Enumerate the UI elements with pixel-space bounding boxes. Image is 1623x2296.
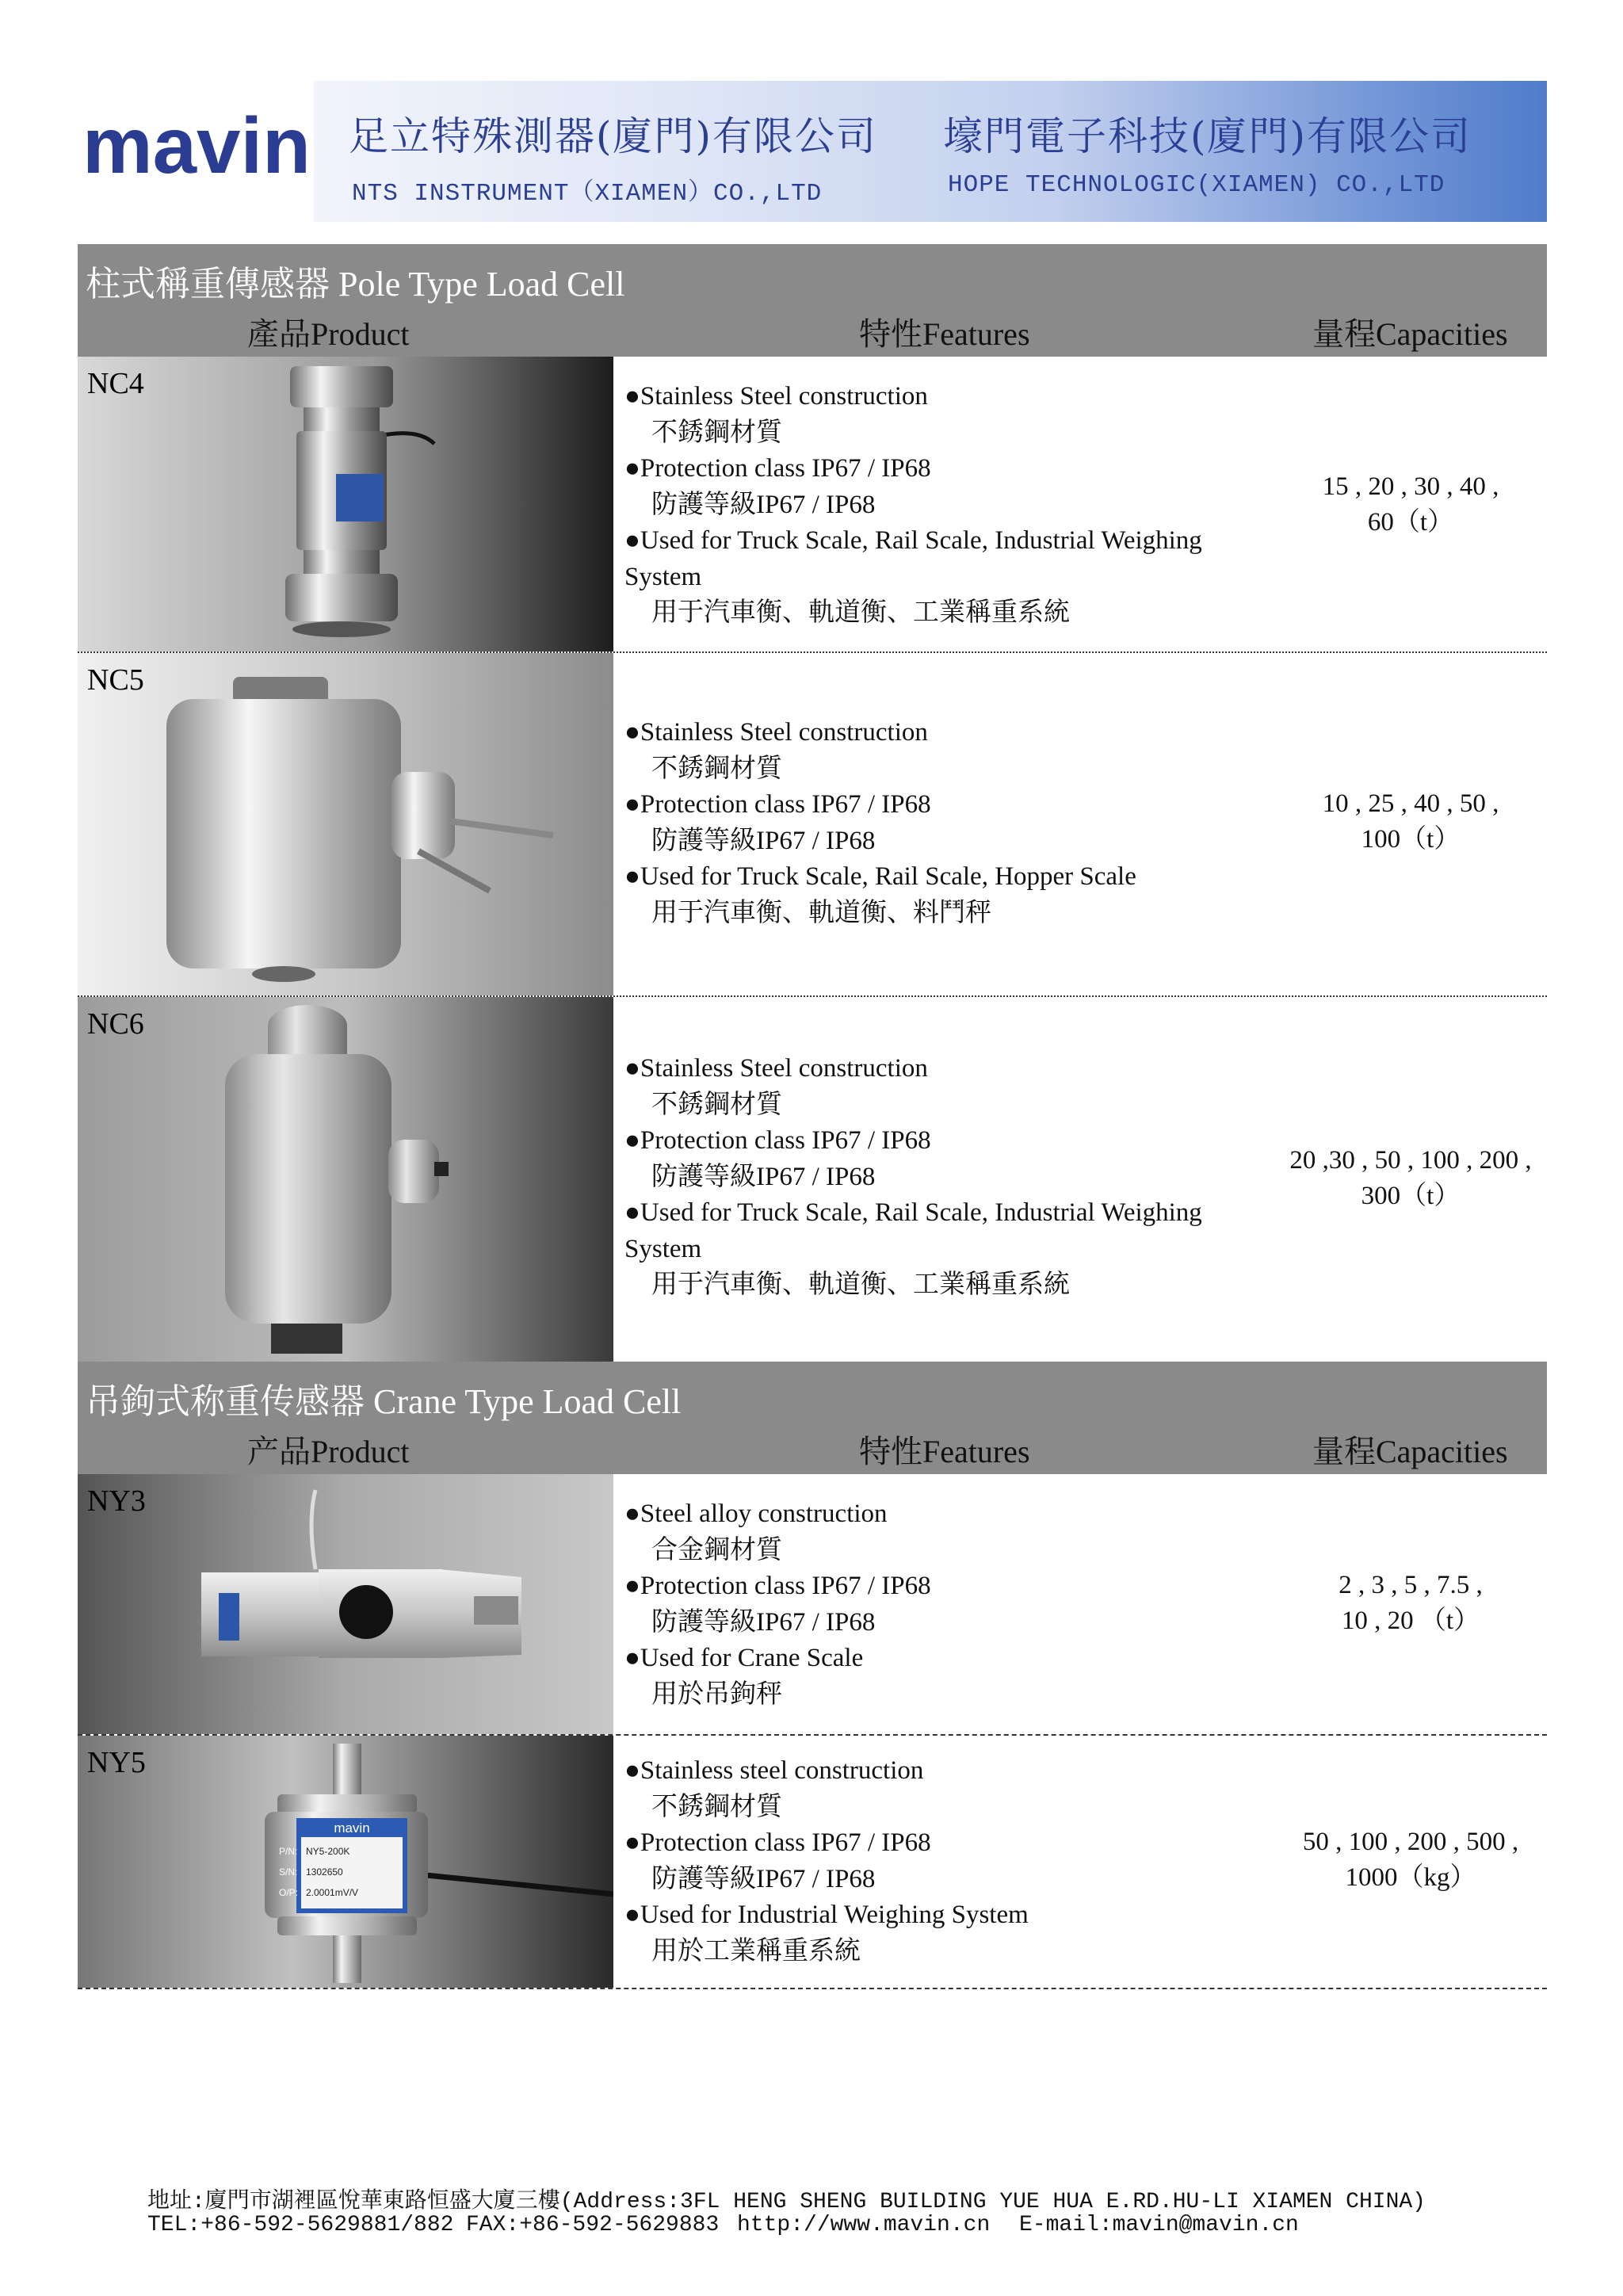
col-features: 特性Features: [859, 316, 1030, 352]
features-list: [624, 1753, 1338, 1969]
label-op: 2.0001mV/V: [306, 1887, 359, 1898]
feature-material-cn: 不銹鋼材質: [651, 418, 782, 447]
product-code: NY5: [87, 1746, 146, 1779]
capacities: [1274, 1143, 1547, 1214]
footer-website-link[interactable]: http://www.mavin.cn: [737, 2213, 991, 2237]
section-title: 柱式稱重傳感器 Pole Type Load Cell: [86, 265, 625, 304]
capacity-line-1: 2 , 3 , 5 , 7.5 ,: [1338, 1571, 1483, 1599]
feature-protection-cn: 防護等級IP67 / IP68: [651, 1607, 876, 1637]
feature-material: ●Stainless Steel construction: [624, 382, 928, 411]
label-op-key: O/P:: [279, 1887, 299, 1898]
col-capacities: 量程Capacities: [1312, 316, 1508, 352]
features-list: [624, 1051, 1338, 1304]
footer-address: 地址:廈門市湖裡區悅華東路恒盛大廈三樓(Address:3FL HENG SHENG BUILDING YUE HUA E.RD.HU-LI XIAMEN CHINA): [147, 2190, 1426, 2214]
footer-fax: FAX:+86-592-5629883: [466, 2213, 720, 2237]
capacities: [1274, 1824, 1547, 1896]
label-sn: 1302650: [306, 1866, 343, 1878]
feature-usage: ●Used for Industrial Weighing System: [624, 1901, 1029, 1929]
footer-tel: TEL:+86-592-5629881/882: [147, 2213, 454, 2237]
company2-en: HOPE TECHNOLOGIC(XIAMEN) CO.,LTD: [948, 171, 1445, 199]
crane-section-header: [78, 1362, 1547, 1474]
capacity-line-2: 300（t）: [1361, 1182, 1461, 1210]
feature-usage-cont: System: [624, 562, 702, 591]
header-banner: [314, 81, 1547, 222]
feature-material: ●Stainless Steel construction: [624, 1054, 928, 1083]
product-photo-nc5: [78, 653, 613, 995]
footer-email-link[interactable]: E-mail:mavin@mavin.cn: [1019, 2213, 1299, 2237]
capacity-line-1: 10 , 25 , 40 , 50 ,: [1322, 789, 1499, 818]
capacity-line-2: 60（t）: [1367, 508, 1454, 537]
label-pn-key: P/N:: [279, 1846, 298, 1857]
feature-usage-cn: 用於工業稱重系統: [651, 1936, 861, 1966]
feature-protection-cn: 防護等級IP67 / IP68: [651, 1864, 876, 1893]
features-list: [624, 715, 1338, 931]
product-photo-nc4: [78, 357, 613, 651]
feature-usage: ●Used for Truck Scale, Rail Scale, Industrial Weighing: [624, 526, 1202, 555]
feature-usage: ●Used for Crane Scale: [624, 1644, 864, 1672]
capacity-line-1: 20 ,30 , 50 , 100 , 200 ,: [1289, 1146, 1532, 1175]
feature-usage-cn: 用于汽車衡、軌道衡、工業稱重系統: [651, 598, 1070, 627]
row-divider: [78, 1988, 1547, 1989]
col-product: 产品Product: [247, 1434, 410, 1469]
feature-protection: ●Protection class IP67 / IP68: [624, 790, 931, 819]
feature-usage: ●Used for Truck Scale, Rail Scale, Hopper Scale: [624, 862, 1136, 891]
product-row-ny5: [78, 1736, 1547, 1988]
feature-material: ●Steel alloy construction: [624, 1499, 888, 1528]
feature-usage-cn: 用于汽車衡、軌道衡、料鬥秤: [651, 898, 991, 927]
capacities: [1274, 469, 1547, 541]
label-brand: mavin: [334, 1820, 370, 1836]
product-code: NC6: [87, 1007, 144, 1041]
feature-material-cn: 不銹鋼材質: [651, 1090, 782, 1119]
product-row-ny3: [78, 1474, 1547, 1734]
product-row-nc6: [78, 997, 1547, 1362]
feature-usage-cont: System: [624, 1234, 702, 1263]
feature-material: ●Stainless Steel construction: [624, 718, 928, 747]
features-list: [624, 379, 1338, 632]
capacities: [1274, 1568, 1547, 1639]
feature-material-cn: 合金鋼材質: [651, 1535, 782, 1564]
mavin-logo: [82, 109, 312, 182]
feature-protection-cn: 防護等級IP67 / IP68: [651, 826, 876, 855]
capacity-line-2: 10 , 20 （t）: [1341, 1606, 1480, 1635]
feature-protection-cn: 防護等級IP67 / IP68: [651, 1162, 876, 1191]
col-features: 特性Features: [859, 1434, 1030, 1469]
feature-material-cn: 不銹鋼材質: [651, 754, 782, 783]
feature-material: ●Stainless steel construction: [624, 1756, 924, 1785]
capacity-line-1: 15 , 20 , 30 , 40 ,: [1322, 472, 1499, 501]
capacity-line-2: 1000（kg）: [1345, 1863, 1476, 1892]
feature-usage-cn: 用于汽車衡、軌道衡、工業稱重系統: [651, 1270, 1070, 1299]
feature-protection: ●Protection class IP67 / IP68: [624, 1126, 931, 1155]
section-title: 吊鉤式称重传感器 Crane Type Load Cell: [86, 1382, 682, 1421]
product-photo-nc6: [78, 997, 613, 1362]
col-product: 產品Product: [247, 316, 410, 352]
label-pn: NY5-200K: [306, 1846, 350, 1857]
product-code: NC4: [87, 367, 144, 400]
product-photo-ny3: [78, 1474, 613, 1734]
capacities: [1274, 786, 1547, 858]
company1-en: NTS INSTRUMENT（XIAMEN）CO.,LTD: [352, 180, 823, 208]
product-row-nc5: [78, 653, 1547, 995]
logo-text: mavin: [82, 109, 311, 182]
feature-usage-cn: 用於吊鉤秤: [651, 1679, 782, 1709]
feature-protection: ●Protection class IP67 / IP68: [624, 1828, 931, 1857]
feature-usage: ●Used for Truck Scale, Rail Scale, Industrial Weighing: [624, 1198, 1202, 1227]
company1-cn: 足立特殊測器(廈門)有限公司: [349, 113, 878, 159]
feature-protection: ●Protection class IP67 / IP68: [624, 454, 931, 483]
product-code: NY3: [87, 1484, 146, 1518]
label-sn-key: S/N:: [279, 1866, 298, 1878]
company2-cn: 壕門電子科技(廈門)有限公司: [943, 113, 1472, 159]
features-list: [624, 1496, 1338, 1713]
product-row-nc4: [78, 357, 1547, 651]
col-capacities: 量程Capacities: [1312, 1434, 1508, 1469]
feature-protection-cn: 防護等級IP67 / IP68: [651, 490, 876, 519]
pole-section-header: [78, 244, 1547, 357]
capacity-line-1: 50 , 100 , 200 , 500 ,: [1302, 1828, 1519, 1856]
product-code: NC5: [87, 663, 144, 697]
feature-material-cn: 不銹鋼材質: [651, 1792, 782, 1821]
feature-protection: ●Protection class IP67 / IP68: [624, 1572, 931, 1600]
product-photo-ny5: [78, 1736, 613, 1988]
capacity-line-2: 100（t）: [1361, 825, 1461, 854]
